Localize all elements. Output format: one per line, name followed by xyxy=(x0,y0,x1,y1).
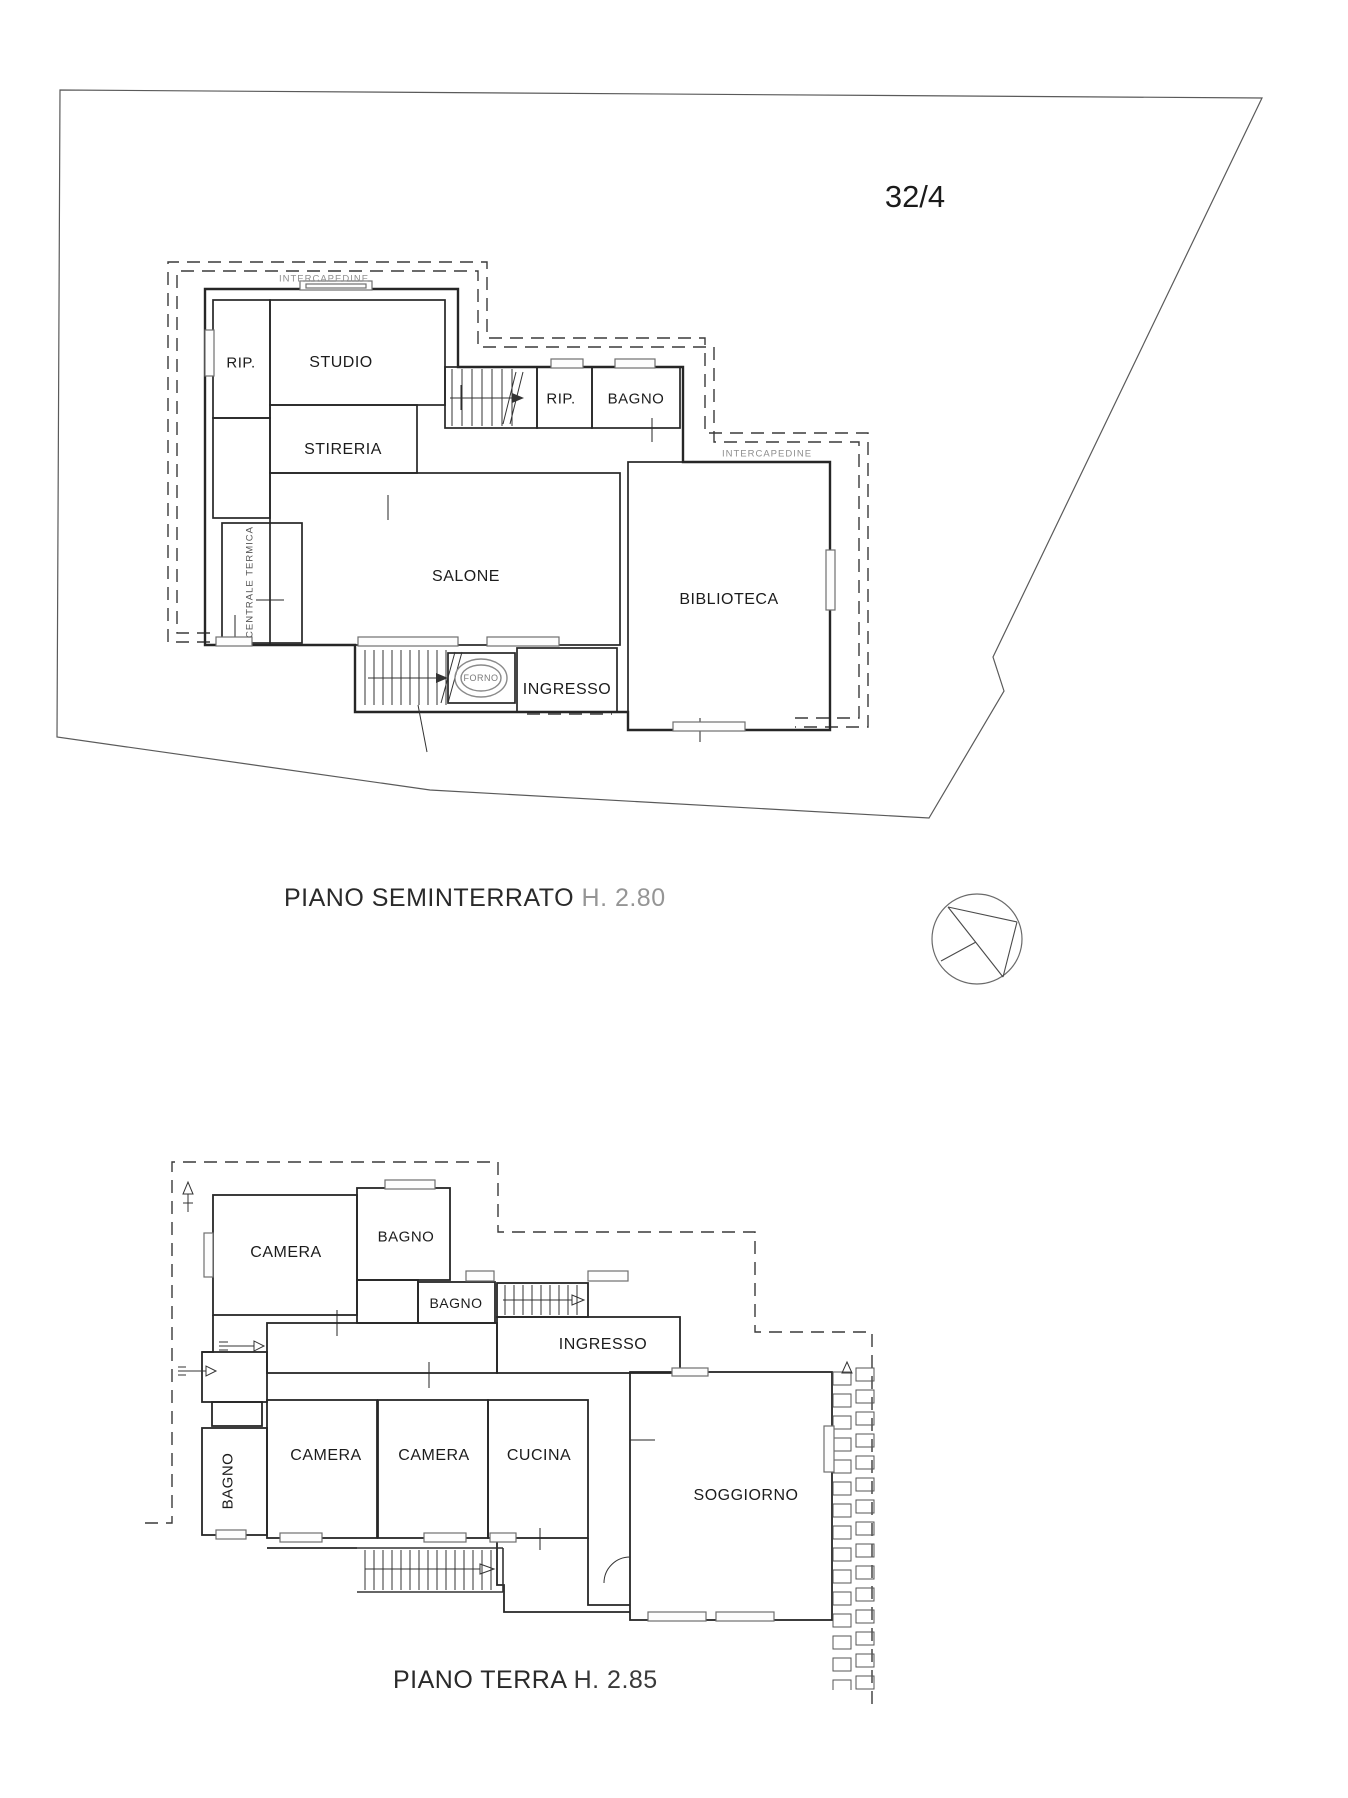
room-label-ingresso-basement: INGRESSO xyxy=(522,681,612,698)
basement-title-text: PIANO SEMINTERRATO xyxy=(284,884,575,912)
north-arrow-icon xyxy=(932,894,1022,984)
room-label-stireria: STIRERIA xyxy=(304,441,382,458)
ground-entry-arrows xyxy=(178,1182,852,1583)
cavity-label-basement-right: INTERCAPEDINE xyxy=(721,448,813,460)
room-label-camera-2: CAMERA xyxy=(398,1447,470,1464)
ground-stairs-external xyxy=(357,1548,503,1592)
room-label-bagno-basement: BAGNO xyxy=(607,390,665,408)
room-label-bagno-1: BAGNO xyxy=(377,1228,435,1246)
room-label-biblioteca: BIBLIOTECA xyxy=(679,591,779,608)
room-label-bagno-3: BAGNO xyxy=(219,1452,237,1510)
room-label-rip-2: RIP. xyxy=(546,390,576,408)
basement-intercapedine-outline xyxy=(168,262,868,727)
basement-walls xyxy=(205,289,830,742)
basement-stairs-upper xyxy=(450,369,524,426)
room-label-cucina: CUCINA xyxy=(506,1447,572,1464)
room-label-camera-1: CAMERA xyxy=(290,1447,362,1464)
ground-title xyxy=(393,1666,658,1695)
parcel-number-label: 32/4 xyxy=(884,179,946,214)
ground-stairs-internal xyxy=(503,1285,584,1315)
basement-title xyxy=(284,884,666,913)
ground-title-text: PIANO TERRA xyxy=(393,1666,567,1694)
cavity-label-basement-top: INTERCAPEDINE xyxy=(278,273,370,285)
room-label-bagno-2: BAGNO xyxy=(429,1295,483,1311)
room-label-forno: FORNO xyxy=(463,673,499,683)
room-label-soggiorno: SOGGIORNO xyxy=(693,1487,799,1504)
basement-windows xyxy=(205,281,835,731)
room-label-rip-1: RIP. xyxy=(226,354,256,372)
room-label-centrale-termica: CENTRALE TERMICA xyxy=(244,526,256,638)
ground-terrace-steps-hatch xyxy=(832,1367,876,1690)
room-label-salone: SALONE xyxy=(432,568,500,585)
ground-height-note: H. 2.85 xyxy=(573,1666,658,1694)
basement-height-note: H. 2.80 xyxy=(581,884,666,912)
parcel-boundary xyxy=(57,90,1262,818)
room-label-studio: STUDIO xyxy=(309,354,373,371)
room-label-ingresso-ground: INGRESSO xyxy=(558,1336,648,1353)
room-label-camera-nord: CAMERA xyxy=(250,1244,322,1261)
